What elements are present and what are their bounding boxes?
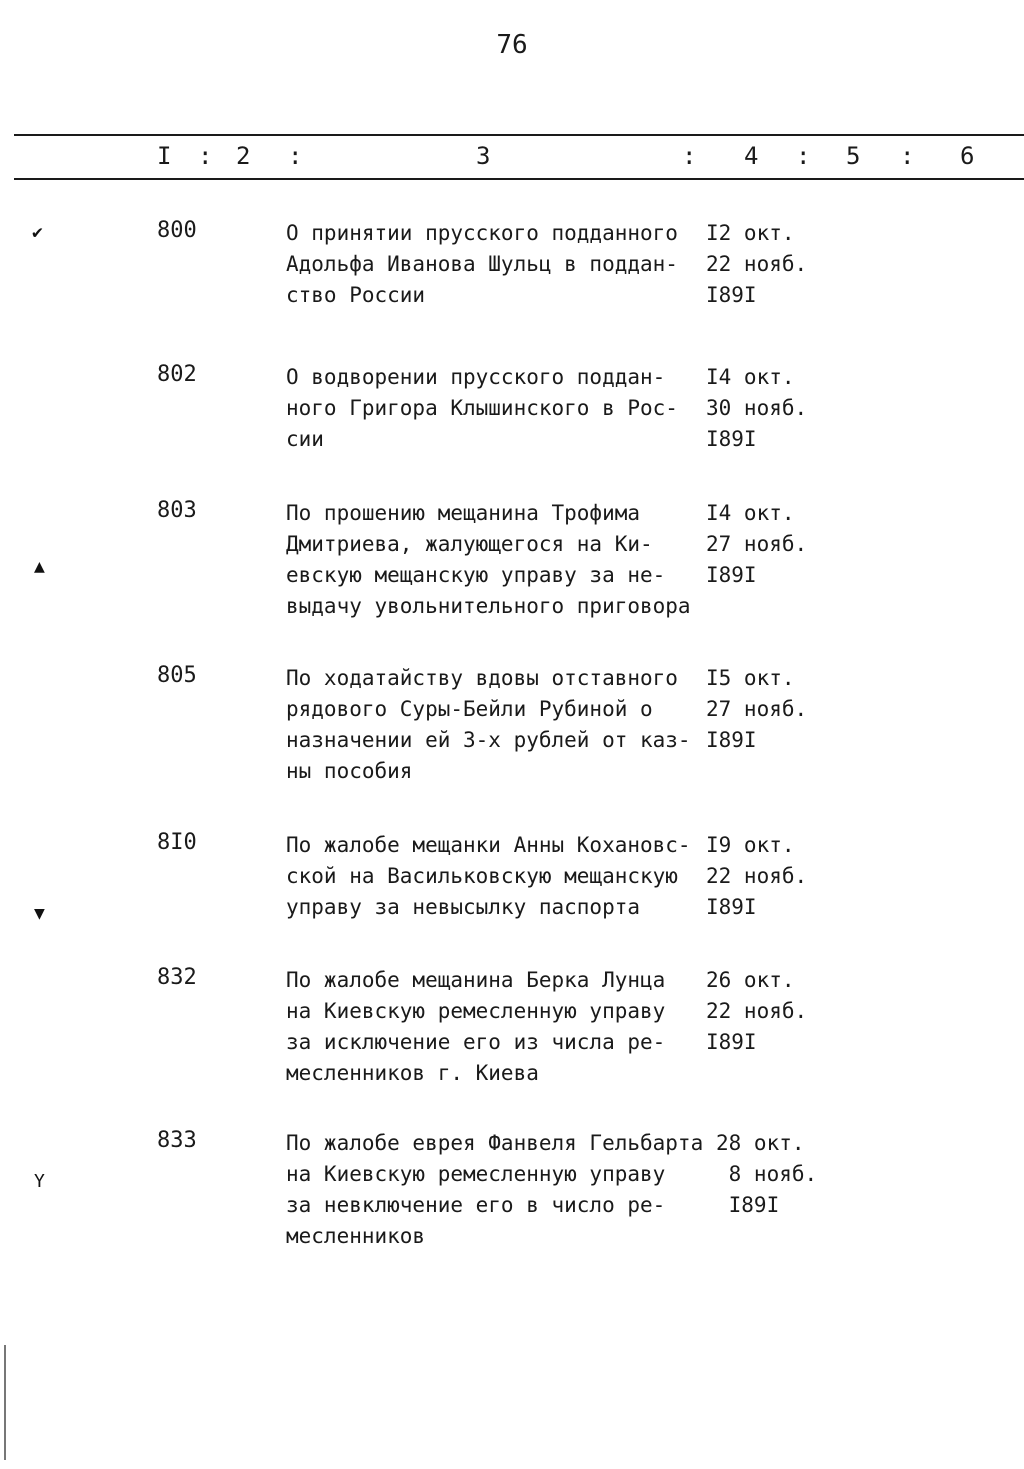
start-date: 28 окт. (716, 1131, 805, 1155)
description-line: О принятии прусского подданного (286, 221, 678, 245)
case-description (286, 663, 706, 787)
description-line: По жалобе мещанки Анны Кохановс- (286, 833, 691, 857)
year: I89I (716, 1193, 780, 1217)
case-dates (706, 498, 826, 591)
margin-line (4, 1345, 6, 1460)
margin-mark-icon: ▼ (34, 903, 45, 924)
header-separator: : (796, 142, 811, 170)
description-line: месленников г. Киева (286, 1061, 539, 1085)
margin-mark-icon: ▲ (34, 556, 45, 577)
start-date: I9 окт. (706, 833, 795, 857)
header-separator: : (682, 142, 697, 170)
end-date: 8 нояб. (716, 1162, 818, 1186)
header-col-1: I (157, 142, 172, 170)
case-number: 803 (157, 498, 197, 523)
end-date: 30 нояб. (706, 396, 808, 420)
year: I89I (706, 895, 757, 919)
case-number: 833 (157, 1128, 197, 1153)
header-top-rule (14, 134, 1024, 136)
year: I89I (706, 283, 757, 307)
header-col-6: 6 (960, 142, 975, 170)
case-dates (706, 362, 826, 455)
header-col-2: 2 (236, 142, 251, 170)
header-col-4: 4 (744, 142, 759, 170)
description-line: рядового Суры-Бейли Рубиной о (286, 697, 653, 721)
description-line: По жалобе мещанина Берка Лунца (286, 968, 666, 992)
case-dates (716, 1128, 836, 1221)
description-line: на Киевскую ремесленную управу (286, 999, 666, 1023)
header-col-5: 5 (846, 142, 861, 170)
end-date: 22 нояб. (706, 999, 808, 1023)
year: I89I (706, 728, 757, 752)
start-date: 26 окт. (706, 968, 795, 992)
end-date: 22 нояб. (706, 864, 808, 888)
case-description (286, 362, 706, 455)
page-number: 76 (496, 30, 528, 60)
year: I89I (706, 427, 757, 451)
case-number: 832 (157, 965, 197, 990)
description-line: По ходатайству вдовы отставного (286, 666, 678, 690)
header-separator: : (900, 142, 915, 170)
description-line: Дмитриева, жалующегося на Ки- (286, 532, 653, 556)
description-line: По жалобе еврея Фанвеля Гельбарта (286, 1131, 704, 1155)
table-header (0, 142, 1024, 176)
header-col-3: 3 (476, 142, 491, 170)
description-line: По прошению мещанина Трофима (286, 501, 641, 525)
description-line: на Киевскую ремесленную управу (286, 1162, 666, 1186)
description-line: управу за невысылку паспорта (286, 895, 641, 919)
case-description (286, 830, 706, 923)
case-number: 802 (157, 362, 197, 387)
description-line: ны пособия (286, 759, 413, 783)
case-dates (706, 218, 826, 311)
case-number: 805 (157, 663, 197, 688)
end-date: 27 нояб. (706, 697, 808, 721)
end-date: 22 нояб. (706, 252, 808, 276)
description-line: ской на Васильковскую мещанскую (286, 864, 678, 888)
case-number: 800 (157, 218, 197, 243)
start-date: I4 окт. (706, 365, 795, 389)
margin-mark-icon: ✔ (32, 222, 43, 243)
start-date: I4 окт. (706, 501, 795, 525)
case-number: 8I0 (157, 830, 197, 855)
margin-mark-icon: Y (34, 1171, 45, 1192)
case-description (286, 965, 706, 1089)
description-line: Адольфа Иванова Шульц в поддан- (286, 252, 678, 276)
case-dates (706, 663, 826, 756)
header-separator: : (198, 142, 213, 170)
case-dates (706, 830, 826, 923)
description-line: ство России (286, 283, 426, 307)
year: I89I (706, 1030, 757, 1054)
header-bottom-rule (14, 178, 1024, 180)
end-date: 27 нояб. (706, 532, 808, 556)
start-date: I5 окт. (706, 666, 795, 690)
description-line: сии (286, 427, 324, 451)
description-line: за невключение его в число ре- (286, 1193, 666, 1217)
start-date: I2 окт. (706, 221, 795, 245)
description-line: назначении ей 3-х рублей от каз- (286, 728, 691, 752)
description-line: за исключение его из числа ре- (286, 1030, 666, 1054)
description-line: евскую мещанскую управу за не- (286, 563, 666, 587)
description-line: выдачу увольнительного приговора (286, 594, 691, 618)
description-line: ного Григора Клышинского в Рос- (286, 396, 678, 420)
description-line: месленников (286, 1224, 426, 1248)
year: I89I (706, 563, 757, 587)
case-dates (706, 965, 826, 1058)
header-separator: : (288, 142, 303, 170)
case-description (286, 1128, 714, 1252)
case-description (286, 218, 706, 311)
case-description (286, 498, 706, 622)
description-line: О водворении прусского поддан- (286, 365, 666, 389)
